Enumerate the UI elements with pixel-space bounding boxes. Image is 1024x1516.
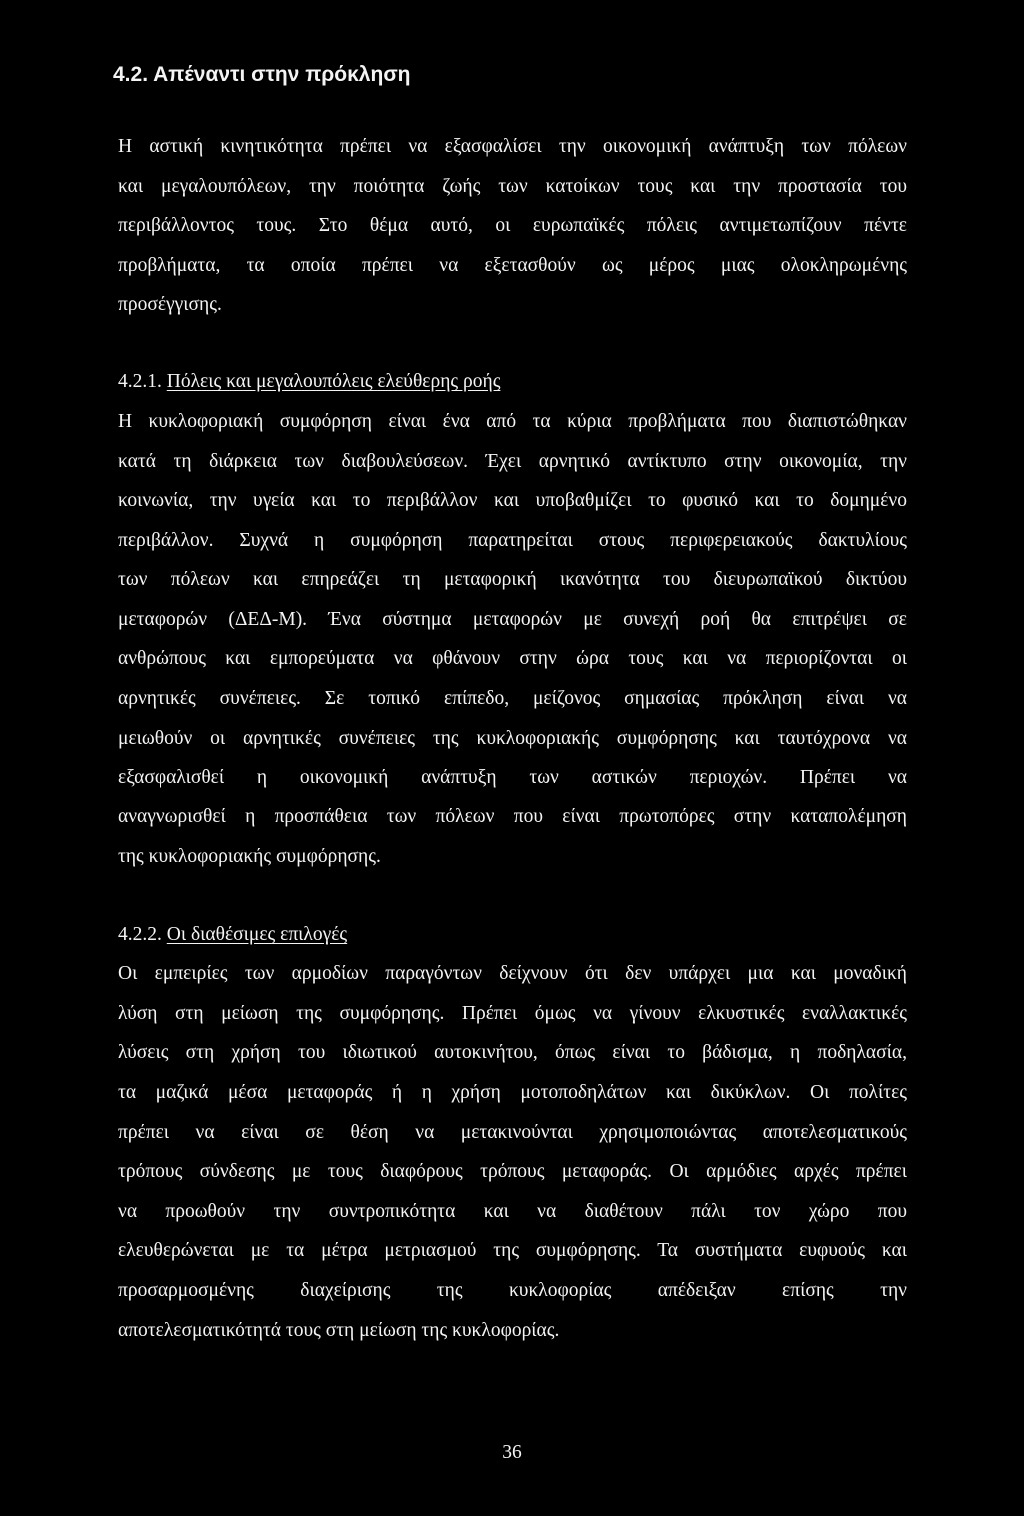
text-line: περιβάλλοντος τους. Στο θέμα αυτό, οι ευρωπαϊκές πόλεις αντιμετωπίζουν πέντε [118, 215, 907, 236]
text-line: προσαρμοσμένης διαχείρισης της κυκλοφορίας απέδειξαν επίσης την [118, 1280, 907, 1301]
text-line: προσέγγισης. [118, 294, 222, 315]
text-line: κοινωνία, την υγεία και το περιβάλλον και υποβαθμίζει το φυσικό και το δομημένο [118, 490, 907, 511]
text-line: να προωθούν την συντροπικότητα και να διαθέτουν πάλι τον χώρο που [118, 1201, 907, 1222]
subsection-heading-2 [118, 923, 347, 947]
text-line: τρόπους σύνδεσης με τους διαφόρους τρόπους μεταφοράς. Οι αρμόδιες αρχές πρέπει [118, 1161, 907, 1182]
text-line: ελευθερώνεται με τα μέτρα μετριασμού της συμφόρησης. Τα συστήματα ευφυούς και [118, 1240, 907, 1261]
text-line: Η αστική κινητικότητα πρέπει να εξασφαλίσει την οικονομική ανάπτυξη των πόλεων [118, 136, 907, 157]
text-line: πρέπει να είναι σε θέση να μετακινούνται χρησιμοποιώντας αποτελεσματικούς [118, 1122, 907, 1143]
text-line: μεταφορών (ΔΕΔ-Μ). Ένα σύστημα μεταφορών με συνεχή ροή θα επιτρέψει σε [118, 609, 907, 630]
subsection-heading-1 [118, 370, 500, 394]
text-line: τα μαζικά μέσα μεταφοράς ή η χρήση μοτοποδηλάτων και δικύκλων. Οι πολίτες [118, 1082, 907, 1103]
text-line: των πόλεων και επηρεάζει τη μεταφορική ικανότητα του διευρωπαϊκού δικτύου [118, 569, 907, 590]
text-line: Οι εμπειρίες των αρμοδίων παραγόντων δείχνουν ότι δεν υπάρχει μια και μοναδική [118, 963, 907, 984]
text-line: αναγνωρισθεί η προσπάθεια των πόλεων που είναι πρωτοπόρες στην καταπολέμηση [118, 806, 907, 827]
text-line: και μεγαλουπόλεων, την ποιότητα ζωής των κατοίκων τους και την προστασία του [118, 176, 907, 197]
text-line: αρνητικές συνέπειες. Σε τοπικό επίπεδο, μείζονος σημασίας πρόκληση είναι να [118, 688, 907, 709]
section-number: 4.2. [113, 63, 149, 86]
text-line: αποτελεσματικότητά τους στη μείωση της κυκλοφορίας. [118, 1320, 560, 1341]
text-line: εξασφαλισθεί η οικονομική ανάπτυξη των αστικών περιοχών. Πρέπει να [118, 767, 907, 788]
subsection-title: Πόλεις και μεγαλουπόλεις ελεύθερης ροής [166, 371, 501, 392]
text-line: μειωθούν οι αρνητικές συνέπειες της κυκλοφοριακής συμφόρησης και ταυτόχρονα να [118, 728, 907, 749]
subsection-number: 4.2.1. [118, 371, 162, 392]
text-line: ανθρώπους και εμπορεύματα να φθάνουν στην ώρα τους και να περιορίζονται οι [118, 648, 907, 669]
text-line: λύσεις στη χρήση του ιδιωτικού αυτοκινήτου, όπως είναι το βάδισμα, η ποδηλασία, [118, 1042, 907, 1063]
text-line: περιβάλλον. Συχνά η συμφόρηση παρατηρείται στους περιφερειακούς δακτυλίους [118, 530, 907, 551]
subsection-number: 4.2.2. [118, 924, 162, 945]
text-line: Η κυκλοφοριακή συμφόρηση είναι ένα από τα κύρια προβλήματα που διαπιστώθηκαν [118, 411, 907, 432]
text-line: κατά τη διάρκεια των διαβουλεύσεων. Έχει αρνητικό αντίκτυπο στην οικονομία, την [118, 451, 907, 472]
section-heading [113, 61, 411, 89]
text-line: λύση στη μείωση της συμφόρησης. Πρέπει όμως να γίνουν ελκυστικές εναλλακτικές [118, 1003, 907, 1024]
section-title: Απέναντι στην πρόκληση [153, 63, 411, 86]
page-number: 36 [502, 1442, 522, 1463]
subsection-title: Οι διαθέσιμες επιλογές [166, 924, 348, 945]
text-line: προβλήματα, τα οποία πρέπει να εξετασθούν ως μέρος μιας ολοκληρωμένης [118, 255, 907, 276]
text-line: της κυκλοφοριακής συμφόρησης. [118, 846, 381, 867]
